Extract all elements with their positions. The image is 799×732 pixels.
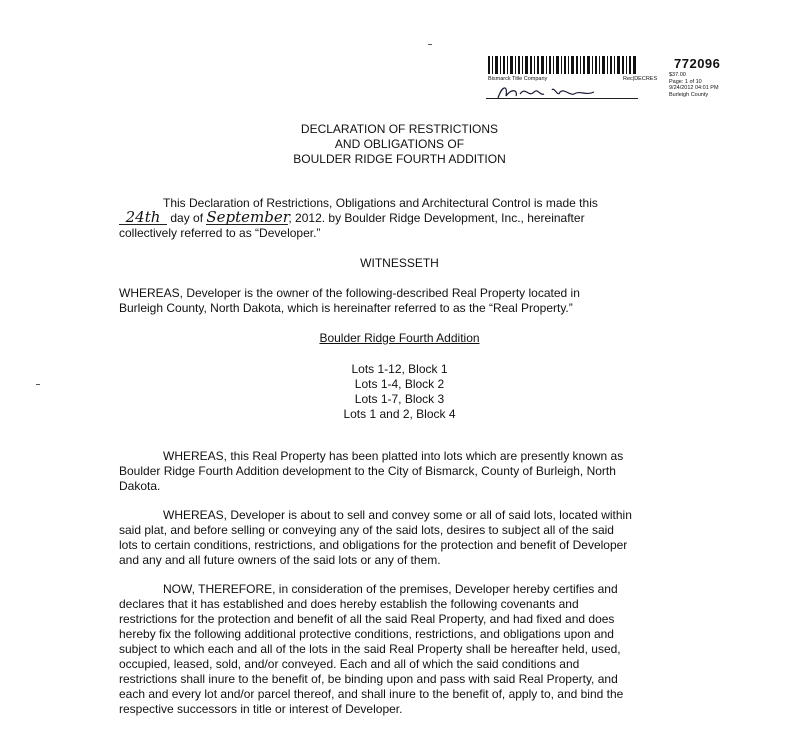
now-therefore-line: NOW, THEREFORE, in consideration of the premises, Developer hereby certifies and <box>163 582 618 596</box>
title-line-1: DECLARATION OF RESTRICTIONS <box>300 122 499 136</box>
witnesseth-heading: WITNESSETH <box>360 256 439 270</box>
lot-item: Lots 1-7, Block 3 <box>354 392 445 406</box>
signature-line <box>486 98 638 99</box>
addition-heading <box>0 331 799 346</box>
whereas2-line-1: WHEREAS, this Real Property has been platted into lots which are presently known as <box>163 449 624 463</box>
barcode <box>488 56 636 74</box>
now-therefore-line: restrictions shall inure to the benefit of, be binding upon and pass with said Real Property, and <box>119 672 618 686</box>
whereas3-line-2: said plat, and before selling or conveying any of the said lots, desires to subject all of the said <box>119 523 614 537</box>
now-therefore-line: subject to which each and all of the lots in the said Real Property shall be hereafter held, used, <box>119 642 621 656</box>
title-line-2: AND OBLIGATIONS OF <box>334 137 465 151</box>
whereas3-line-1: WHEREAS, Developer is about to sell and convey some or all of said lots, located within <box>163 508 632 522</box>
now-therefore-line: hereby fix the following additional protective conditions, restrictions, and obligations upon and <box>119 627 614 641</box>
now-therefore-line: restrictions for the protection and benefit of all the said Real Property, and had fixed and does <box>119 612 615 626</box>
recorded-by: Rec|DECRES <box>623 76 658 82</box>
title-company: Bismarck Title Company <box>488 76 548 82</box>
year-text: , 2012. by Boulder Ridge Development, Inc., hereinafter <box>288 211 585 225</box>
whereas-paragraph-1 <box>119 286 679 316</box>
lot-item: Lots 1 and 2, Block 4 <box>343 407 456 421</box>
now-therefore-line: declares that it has established and does hereby establish the following covenants and <box>119 597 579 611</box>
lot-item: Lots 1-4, Block 2 <box>354 377 445 391</box>
scan-mark <box>428 44 432 45</box>
recorder-signature <box>494 82 604 102</box>
now-therefore-paragraph <box>119 582 679 717</box>
title-line-3: BOULDER RIDGE FOURTH ADDITION <box>293 152 506 166</box>
intro-line-2 <box>119 208 679 226</box>
whereas-paragraph-2 <box>119 449 679 494</box>
intro-line-1: This Declaration of Restrictions, Obligations and Architectural Control is made this <box>163 196 598 210</box>
whereas2-line-3: Dakota. <box>119 479 161 493</box>
whereas3-line-4: and any and all future owners of the said lots or any of them. <box>119 553 441 567</box>
document-number: 772096 <box>674 56 721 71</box>
recorded-datetime: 9/24/2012 04:01 PM <box>669 85 719 91</box>
recording-fee: $37.00 <box>669 72 686 78</box>
lots-list <box>0 362 799 422</box>
day-of-text: day of <box>170 211 204 225</box>
recording-county: Burleigh County <box>669 91 709 98</box>
whereas2-line-2: Boulder Ridge Fourth Addition development to the City of Bismarck, County of Burleigh, North <box>119 464 616 478</box>
now-therefore-line: respective successors in title or interest of Developer. <box>119 702 403 716</box>
recording-stamp <box>486 52 786 122</box>
whereas1-line-1: WHEREAS, Developer is the owner of the following-described Real Property located in <box>119 286 580 300</box>
now-therefore-line: occupied, leased, sold, and/or conveyed. Each and all of which the said conditions and <box>119 657 580 671</box>
lot-item: Lots 1-12, Block 1 <box>351 362 448 376</box>
whereas3-line-3: lots to certain conditions, restrictions, and obligations for the protection and benefit of Developer <box>119 538 628 552</box>
addition-heading-text: Boulder Ridge Fourth Addition <box>319 331 480 345</box>
handwritten-month: September <box>206 208 290 226</box>
handwritten-day: 24th <box>119 211 167 225</box>
now-therefore-line: each and every lot and/or parcel thereof, and shall inure to the benefit of, apply to, and bind the <box>119 687 624 701</box>
page-count: Page: 1 of 10 <box>669 78 702 85</box>
document-title <box>0 122 799 167</box>
intro-paragraph <box>119 196 679 241</box>
whereas-paragraph-3 <box>119 508 679 568</box>
recording-details <box>669 72 719 98</box>
intro-line-3: collectively referred to as “Developer.” <box>119 226 321 240</box>
whereas1-line-2: Burleigh County, North Dakota, which is hereinafter referred to as the “Real Property.” <box>119 301 573 315</box>
